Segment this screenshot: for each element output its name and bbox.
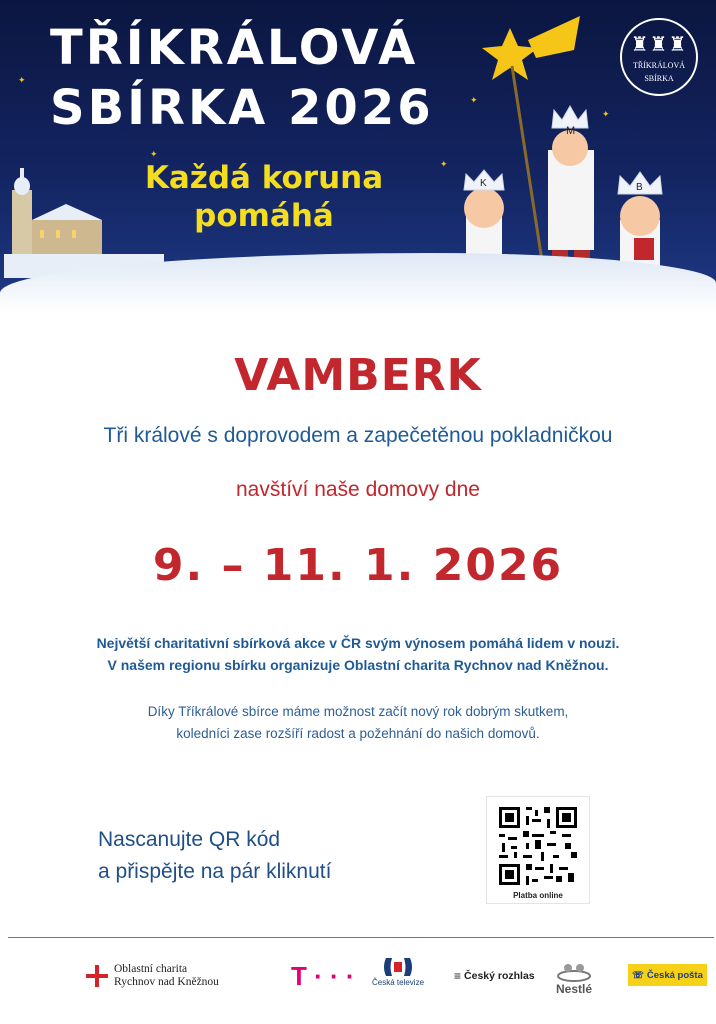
king-letter-k: K [480,178,487,189]
visit-announcement-2: navštíví naše domovy dne [236,478,480,501]
posta-label: Česká pošta [646,969,703,981]
ct-label: Česká televize [372,978,425,987]
sponsor-oblastni-charita [86,956,219,996]
info-paragraph-1-line2: V našem regionu sbírku organizuje Oblastní charita Rychnov nad Kněžnou. [107,657,609,673]
king-letter-m: M [566,125,576,137]
nestle-nest-icon [556,956,592,982]
nestle-label: Nestlé [556,982,593,996]
footer-divider [8,937,714,938]
collection-dates: 9. – 11. 1. 2026 [152,540,564,591]
campaign-title-line2: SBÍRKA 2026 [50,80,434,136]
campaign-title-line1: TŘÍKRÁLOVÁ [50,20,419,76]
info-paragraph-2-line1: Díky Tříkrálové sbírce máme možnost začít nový rok dobrým skutkem, [147,704,569,719]
campaign-slogan-line1: Každá koruna [144,160,384,196]
qr-text-line2: a přispějte na pár kliknutí [98,860,332,883]
star-icon: ✦ [602,109,610,119]
telekom-logo: T · · · [291,960,355,991]
campaign-slogan-line2: pomáhá [194,198,334,234]
rozhlas-icon: ≡ [454,969,462,983]
sponsor-ceska-televize [372,956,424,996]
sponsor-ceska-posta [628,964,707,986]
rozhlas-label: Český rozhlas [464,970,535,982]
sponsor-nestle [556,956,592,996]
star-icon: ✦ [470,95,478,105]
star-icon: ✦ [18,75,26,85]
logo-text-line1: TŘÍKRÁLOVÁ [633,61,685,70]
posthorn-icon: ☏ [632,969,644,981]
charita-cross-icon [86,965,108,987]
ct-logo-icon [382,956,414,978]
charita-name-line1: Oblastní charita [114,963,188,975]
qr-call-to-action [98,824,331,888]
king-letter-b: B [636,182,643,193]
church-illustration [4,168,164,278]
info-paragraph-2 [0,701,716,745]
star-icon: ✦ [150,149,158,159]
city-name: VAMBERK [234,350,482,401]
info-paragraph-1-line1: Největší charitativní sbírková akce v ČR svým výnosem pomáhá lidem v nouzi. [96,635,620,651]
crowns-icon: ♜♜♜ [630,34,688,56]
qr-text-line1: Nascanujte QR kód [98,828,281,851]
header-banner [0,0,716,313]
qr-code-icon [499,807,577,885]
charita-name-line2: Rychnov nad Kněžnou [114,976,219,988]
info-paragraph-1 [0,632,716,676]
visit-announcement: Tři králové s doprovodem a zapečetěnou pokladničkou [103,424,613,447]
logo-text-line2: SBÍRKA [644,74,674,83]
star-icon: ✦ [440,159,448,169]
sponsor-cesky-rozhlas [454,956,535,996]
qr-label: Platba online [513,891,563,900]
info-paragraph-2-line2: koledníci zase rozšíří radost a požehnání do našich domovů. [176,726,540,741]
sponsor-telekom [291,956,355,996]
qr-code[interactable] [486,796,590,904]
